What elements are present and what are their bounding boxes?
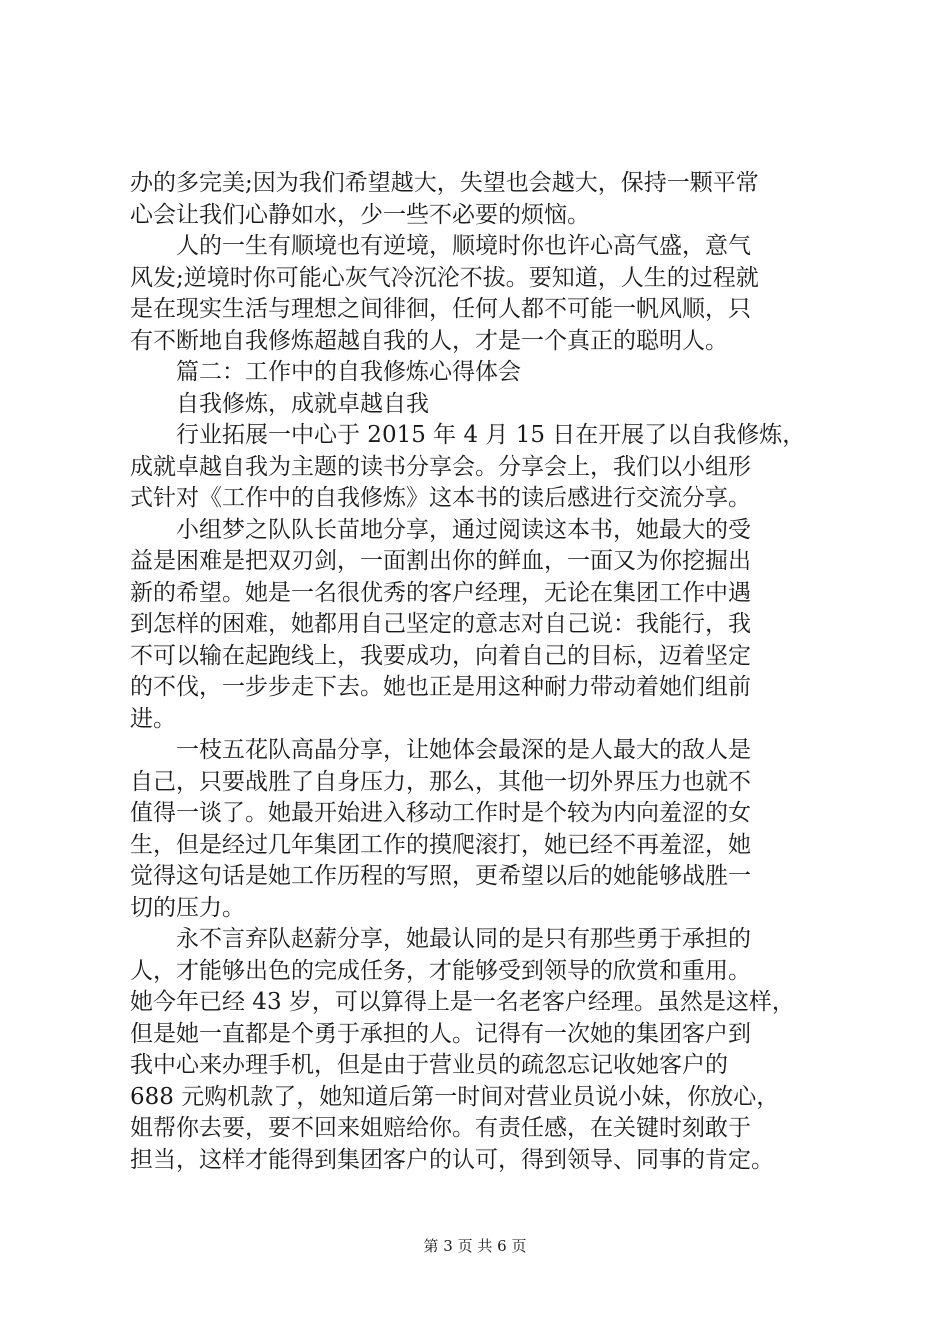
text-line: 姐帮你去要，要不回来姐赔给你。有责任感，在关键时刻敢于	[130, 1115, 751, 1141]
text-line: 行业拓展一中心于 2015 年 4 月 15 日在开展了以自我修炼，	[176, 422, 806, 448]
text-line: 人，才能够出色的完成任务，才能够受到领导的欣赏和重用。	[130, 957, 751, 984]
text-line: 切的压力。	[130, 894, 245, 921]
text-line: 永不言弃队赵薪分享，她最认同的是只有那些勇于承担的	[176, 926, 751, 952]
text-line: 生，但是经过几年集团工作的摸爬滚打，她已经不再羞涩，她	[130, 831, 751, 858]
text-line: 到怎样的困难，她都用自己坚定的意志对自己说：我能行，我	[130, 611, 751, 637]
text-line: 小组梦之队队长苗地分享，通过阅读这本书，她最大的受	[176, 516, 751, 543]
text-line: 一枝五花队高晶分享，让她体会最深的是人最大的敌人是	[176, 737, 751, 763]
text-line: 益是困难是把双刃剑，一面割出你的鲜血，一面又为你挖掘出	[130, 548, 751, 574]
text-line: 不可以输在起跑线上，我要成功，向着自己的目标，迈着坚定	[130, 642, 751, 669]
text-line: 式针对《工作中的自我修炼》这本书的读后感进行交流分享。	[130, 485, 751, 511]
text-line: 688 元购机款了，她知道后第一时间对营业员说小妹，你放心，	[130, 1083, 780, 1110]
text-line: 的不伐，一步步走下去。她也正是用这种耐力带动着她们组前	[130, 674, 751, 700]
text-line: 成就卓越自我为主题的读书分享会。分享会上，我们以小组形	[130, 453, 751, 480]
text-line: 觉得这句话是她工作历程的写照，更希望以后的她能够战胜一	[130, 863, 751, 889]
text-line: 她今年已经 43 岁，可以算得上是一名老客户经理。虽然是这样，	[130, 989, 795, 1015]
text-line: 值得一谈了。她最开始进入移动工作时是个较为内向羞涩的女	[130, 800, 751, 826]
text-line: 自己，只要战胜了自身压力，那么，其他一切外界压力也就不	[130, 768, 751, 795]
text-line: 心会让我们心静如水，少一些不必要的烦恼。	[130, 201, 590, 228]
text-line: 自我修炼，成就卓越自我	[176, 390, 429, 417]
text-line: 有不断地自我修炼超越自我的人，才是一个真正的聪明人。	[130, 327, 728, 354]
text-line: 但是她一直都是个勇于承担的人。记得有一次她的集团客户到	[130, 1020, 751, 1047]
page-footer: 第 3 页 共 6 页	[423, 1237, 527, 1255]
text-line: 办的多完美;因为我们希望越大，失望也会越大，保持一颗平常	[130, 170, 759, 196]
text-line: 人的一生有顺境也有逆境，顺境时你也许心高气盛，意气	[176, 233, 751, 259]
document-body	[130, 168, 850, 1176]
text-line: 新的希望。她是一名很优秀的客户经理，无论在集团工作中遇	[130, 579, 751, 606]
text-line: 篇二：工作中的自我修炼心得体会	[176, 359, 521, 385]
text-line: 是在现实生活与理想之间徘徊，任何人都不可能一帆风顺，只	[130, 296, 751, 322]
text-line: 风发;逆境时你可能心灰气冷沉沦不拔。要知道，人生的过程就	[130, 264, 759, 291]
text-line: 我中心来办理手机，但是由于营业员的疏忽忘记收她客户的	[130, 1052, 728, 1078]
text-line: 担当，这样才能得到集团客户的认可，得到领导、同事的肯定。	[130, 1146, 774, 1173]
text-line: 进。	[130, 705, 176, 732]
